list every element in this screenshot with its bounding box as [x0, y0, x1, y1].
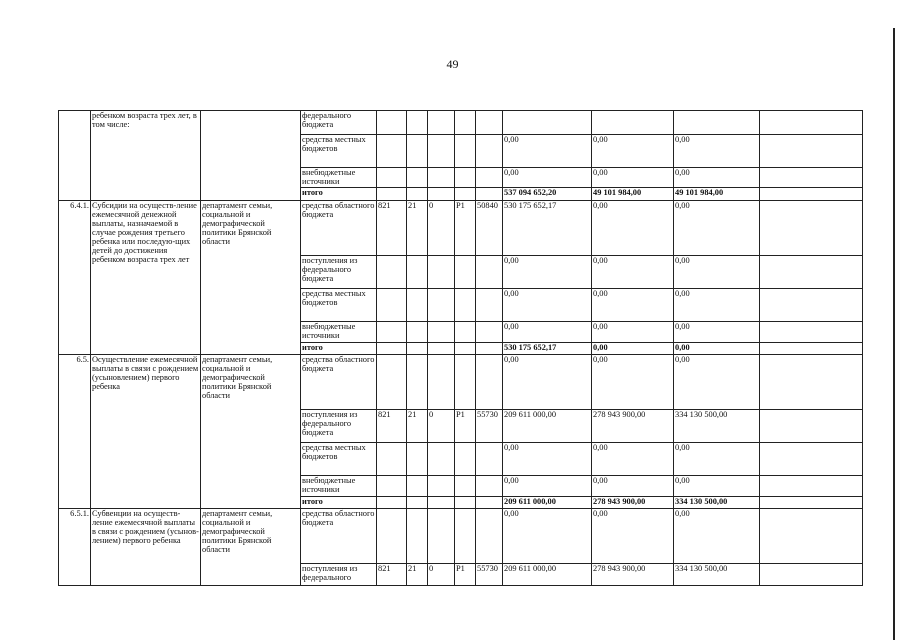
cell-source: поступления из федерального бюджета	[301, 256, 377, 289]
cell-value: 0,00	[503, 256, 592, 289]
cell-code: 0	[428, 201, 455, 256]
cell-code: 21	[407, 201, 428, 256]
cell-value: 278 943 900,00	[592, 564, 674, 586]
cell-num	[59, 111, 91, 201]
cell-value: 278 943 900,00	[592, 410, 674, 443]
cell-value: 0,00	[674, 322, 760, 343]
cell-name: Осуществление ежемесячной выплаты в связи с рождением (усыновлением) первого ребенка	[91, 355, 201, 509]
cell-name: Субсидии на осуществ-ление ежемесячной денежной выплаты, назначаемой в случае рождения третьего ребенка или последую-щих детей до достижения ребенком возраста трех лет	[91, 201, 201, 355]
cell-value: 0,00	[592, 201, 674, 256]
cell-code: 21	[407, 410, 428, 443]
cell-value: 0,00	[674, 476, 760, 497]
cell-value: 530 175 652,17	[503, 343, 592, 355]
cell-value: 0,00	[592, 256, 674, 289]
cell-value: 0,00	[674, 509, 760, 564]
cell-source: средства местных бюджетов	[301, 289, 377, 322]
cell-code: 0	[428, 410, 455, 443]
cell-name: Субвенции на осуществ-ление ежемесячной выплаты в связи с рождением (усынов-лением) первого ребенка	[91, 509, 201, 586]
cell-num: 6.5.	[59, 355, 91, 509]
cell-value: 209 611 000,00	[503, 497, 592, 509]
table-row	[59, 111, 863, 135]
cell-source: итого	[301, 497, 377, 509]
cell-source: поступления из федерального	[301, 564, 377, 586]
cell-value: 0,00	[592, 168, 674, 188]
cell-source: итого	[301, 343, 377, 355]
cell-value: 0,00	[592, 509, 674, 564]
cell-value: 334 130 500,00	[674, 497, 760, 509]
cell-value: 0,00	[674, 289, 760, 322]
cell-value: 209 611 000,00	[503, 564, 592, 586]
cell-value: 0,00	[592, 343, 674, 355]
cell-value: 0,00	[674, 201, 760, 256]
budget-table	[58, 110, 863, 586]
cell-value: 0,00	[503, 168, 592, 188]
cell-value: 0,00	[503, 443, 592, 476]
cell-value: 0,00	[674, 168, 760, 188]
cell-value: 0,00	[592, 443, 674, 476]
cell-executor: департамент семьи, социальной и демографической политики Брянской области	[201, 201, 301, 355]
cell-value: 209 611 000,00	[503, 410, 592, 443]
cell-value: 334 130 500,00	[674, 564, 760, 586]
cell-source: средства местных бюджетов	[301, 443, 377, 476]
cell-value: 0,00	[592, 476, 674, 497]
cell-value: 0,00	[592, 355, 674, 410]
cell-value: 530 175 652,17	[503, 201, 592, 256]
cell-source: средства областного бюджета	[301, 201, 377, 256]
cell-value: 0,00	[592, 135, 674, 168]
cell-source: внебюджетные источники	[301, 476, 377, 497]
cell-source: федерального бюджета	[301, 111, 377, 135]
cell-executor: департамент семьи, социальной и демографической политики Брянской области	[201, 509, 301, 586]
table-row	[59, 509, 863, 564]
cell-source: средства местных бюджетов	[301, 135, 377, 168]
cell-value: 0,00	[503, 355, 592, 410]
cell-value: 0,00	[503, 289, 592, 322]
cell-value: 0,00	[592, 322, 674, 343]
cell-value: 278 943 900,00	[592, 497, 674, 509]
cell-code: P1	[455, 410, 476, 443]
table-row	[59, 355, 863, 410]
cell-value: 334 130 500,00	[674, 410, 760, 443]
cell-code: P1	[455, 564, 476, 586]
cell-source: внебюджетные источники	[301, 168, 377, 188]
cell-value: 0,00	[503, 135, 592, 168]
cell-source: средства областного бюджета	[301, 355, 377, 410]
cell-value: 0,00	[503, 322, 592, 343]
cell-num: 6.4.1.	[59, 201, 91, 355]
table-row	[59, 201, 863, 256]
cell-value: 0,00	[592, 289, 674, 322]
cell-source: средства областного бюджета	[301, 509, 377, 564]
cell-name: ребенком возраста трех лет, в том числе:	[91, 111, 201, 201]
cell-value: 537 094 652,20	[503, 188, 592, 201]
cell-value: 0,00	[674, 256, 760, 289]
cell-value: 0,00	[674, 355, 760, 410]
cell-code: 55730	[476, 564, 503, 586]
cell-code: 50840	[476, 201, 503, 256]
cell-source: итого	[301, 188, 377, 201]
cell-value: 0,00	[674, 343, 760, 355]
cell-code: 0	[428, 564, 455, 586]
cell-value: 0,00	[503, 509, 592, 564]
cell-num: 6.5.1.	[59, 509, 91, 586]
cell-value: 0,00	[503, 476, 592, 497]
page-number: 49	[446, 57, 459, 71]
cell-value: 49 101 984,00	[674, 188, 760, 201]
cell-code: 821	[377, 410, 407, 443]
cell-code: P1	[455, 201, 476, 256]
cell-source: поступления из федерального бюджета	[301, 410, 377, 443]
cell-value: 0,00	[674, 135, 760, 168]
cell-executor	[201, 111, 301, 201]
cell-source: внебюджетные источники	[301, 322, 377, 343]
cell-executor: департамент семьи, социальной и демографической политики Брянской области	[201, 355, 301, 509]
cell-code: 821	[377, 564, 407, 586]
cell-code: 821	[377, 201, 407, 256]
cell-value: 0,00	[674, 443, 760, 476]
cell-value: 49 101 984,00	[592, 188, 674, 201]
scan-edge	[893, 28, 895, 640]
cell-code: 21	[407, 564, 428, 586]
cell-code: 55730	[476, 410, 503, 443]
